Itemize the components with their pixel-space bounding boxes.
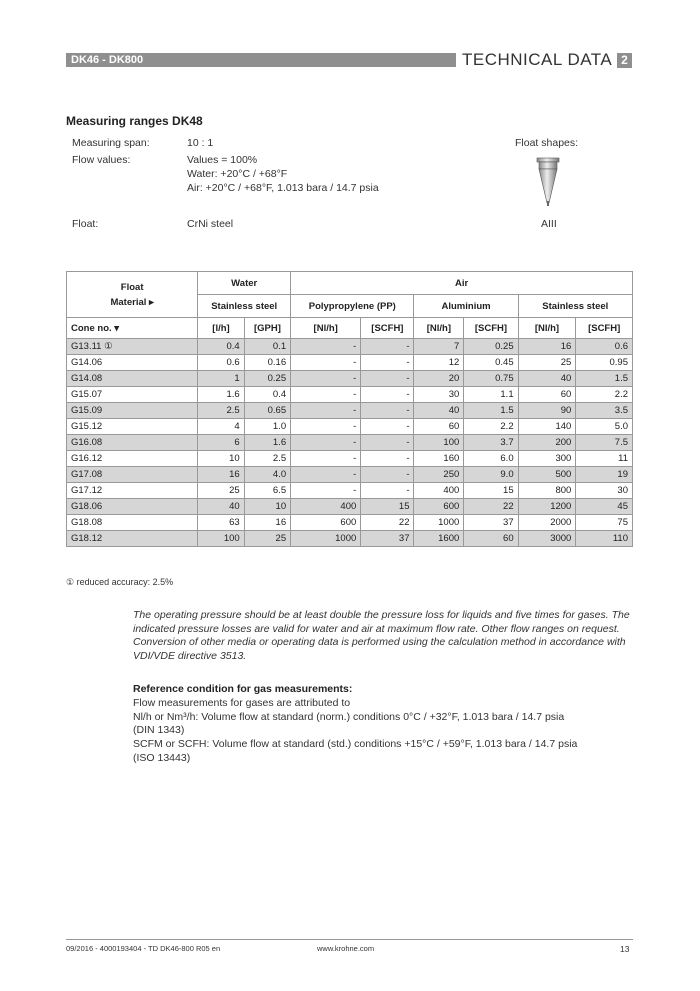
value-cell: - — [291, 451, 361, 467]
value-cell: 7 — [414, 339, 464, 355]
float-shape-name: AIII — [541, 218, 557, 230]
table-row — [67, 483, 633, 499]
value-cell: 37 — [361, 531, 414, 547]
cone-cell: G14.08 — [67, 371, 198, 387]
value-cell: 1.0 — [244, 419, 290, 435]
cone-cell: G15.12 — [67, 419, 198, 435]
air-header: Air — [291, 272, 633, 295]
float-shapes-label: Float shapes: — [515, 137, 579, 149]
flow-line-2: Water: +20°C / +68°F — [187, 168, 288, 180]
value-cell: - — [291, 483, 361, 499]
value-cell: 1.5 — [576, 371, 633, 387]
value-cell: 16 — [198, 467, 244, 483]
cone-no-header — [67, 318, 198, 339]
flow-label: Flow values: — [72, 154, 131, 166]
value-cell: 60 — [414, 419, 464, 435]
aluminium-header: Aluminium — [414, 295, 518, 318]
value-cell: 140 — [518, 419, 576, 435]
footer-website: www.krohne.com — [317, 944, 375, 953]
table-row — [67, 419, 633, 435]
corner-material-row — [71, 295, 193, 310]
value-cell: 6.0 — [464, 451, 518, 467]
footnote: ① reduced accuracy: 2.5% — [66, 577, 174, 587]
pp-header: Polypropylene (PP) — [291, 295, 414, 318]
table-row — [67, 371, 633, 387]
value-cell: - — [291, 355, 361, 371]
value-cell: 1000 — [414, 515, 464, 531]
value-cell: 60 — [464, 531, 518, 547]
value-cell: - — [361, 339, 414, 355]
value-cell: 110 — [576, 531, 633, 547]
span-value: 10 : 1 — [187, 137, 214, 149]
value-cell: 6 — [198, 435, 244, 451]
value-cell: 12 — [414, 355, 464, 371]
value-cell: 250 — [414, 467, 464, 483]
value-cell: 600 — [291, 515, 361, 531]
value-cell: 1.6 — [244, 435, 290, 451]
unit-header: [Nl/h] — [291, 318, 361, 339]
float-cone-icon — [533, 157, 563, 207]
value-cell: 2.2 — [464, 419, 518, 435]
unit-header: [SCFH] — [576, 318, 633, 339]
value-cell: 0.16 — [244, 355, 290, 371]
value-cell: 1.5 — [464, 403, 518, 419]
value-cell: 40 — [414, 403, 464, 419]
value-cell: 25 — [198, 483, 244, 499]
cone-cell: G15.09 — [67, 403, 198, 419]
table-row — [67, 339, 633, 355]
value-cell: - — [361, 371, 414, 387]
value-cell: 0.4 — [244, 387, 290, 403]
value-cell: - — [361, 355, 414, 371]
value-cell: 200 — [518, 435, 576, 451]
value-cell: 400 — [291, 499, 361, 515]
value-cell: 9.0 — [464, 467, 518, 483]
value-cell: 2.2 — [576, 387, 633, 403]
value-cell: - — [291, 419, 361, 435]
table-row — [67, 403, 633, 419]
value-cell: - — [361, 483, 414, 499]
value-cell: - — [291, 371, 361, 387]
flow-line-1: Values = 100% — [187, 154, 258, 166]
value-cell: - — [291, 339, 361, 355]
value-cell: - — [291, 403, 361, 419]
value-cell: 16 — [244, 515, 290, 531]
value-cell: - — [361, 419, 414, 435]
value-cell: 25 — [244, 531, 290, 547]
value-cell: 40 — [198, 499, 244, 515]
float-material-corner — [67, 272, 198, 318]
value-cell: 100 — [414, 435, 464, 451]
value-cell: 0.75 — [464, 371, 518, 387]
reference-title: Reference condition for gas measurements: — [133, 683, 353, 695]
unit-header: [Nl/h] — [518, 318, 576, 339]
value-cell: 16 — [518, 339, 576, 355]
table-row — [67, 499, 633, 515]
cone-cell: G18.08 — [67, 515, 198, 531]
value-cell: 3.5 — [576, 403, 633, 419]
reference-text — [133, 697, 633, 766]
value-cell: 11 — [576, 451, 633, 467]
section-title: Measuring ranges DK48 — [66, 114, 203, 128]
value-cell: 1.6 — [198, 387, 244, 403]
value-cell: 0.25 — [464, 339, 518, 355]
float-label: Float: — [72, 218, 99, 230]
table-row — [67, 355, 633, 371]
value-cell: - — [291, 467, 361, 483]
span-label: Measuring span: — [72, 137, 150, 149]
cone-cell: G16.08 — [67, 435, 198, 451]
value-cell: 4.0 — [244, 467, 290, 483]
measuring-range-table — [66, 271, 633, 547]
value-cell: 15 — [464, 483, 518, 499]
value-cell: - — [291, 387, 361, 403]
value-cell: - — [361, 467, 414, 483]
value-cell: 40 — [518, 371, 576, 387]
value-cell: 19 — [576, 467, 633, 483]
value-cell: 45 — [576, 499, 633, 515]
value-cell: 100 — [198, 531, 244, 547]
unit-header: [Nl/h] — [414, 318, 464, 339]
cone-cell: G18.06 — [67, 499, 198, 515]
value-cell: - — [361, 403, 414, 419]
value-cell: 0.6 — [198, 355, 244, 371]
value-cell: 6.5 — [244, 483, 290, 499]
corner-float-label: Float — [120, 281, 144, 293]
value-cell: 22 — [464, 499, 518, 515]
value-cell: 1.1 — [464, 387, 518, 403]
reference-line: (ISO 13443) — [133, 751, 191, 764]
value-cell: 1000 — [291, 531, 361, 547]
flow-line-3: Air: +20°C / +68°F, 1.013 bara / 14.7 psia — [187, 182, 379, 194]
unit-header: [l/h] — [198, 318, 244, 339]
flow-values — [187, 153, 379, 195]
value-cell: 63 — [198, 515, 244, 531]
triangle-right-icon: ▸ — [149, 296, 154, 308]
reference-line: (DIN 1343) — [133, 724, 185, 737]
value-cell: 2.5 — [244, 451, 290, 467]
value-cell: 0.4 — [198, 339, 244, 355]
table-row — [67, 531, 633, 547]
value-cell: 10 — [244, 499, 290, 515]
header-chapter-title: TECHNICAL DATA — [462, 50, 613, 69]
value-cell: 4 — [198, 419, 244, 435]
value-cell: 1600 — [414, 531, 464, 547]
value-cell: 22 — [361, 515, 414, 531]
cone-cell: G17.12 — [67, 483, 198, 499]
value-cell: 5.0 — [576, 419, 633, 435]
table-row — [67, 435, 633, 451]
water-steel-header: Stainless steel — [198, 295, 291, 318]
value-cell: 300 — [518, 451, 576, 467]
value-cell: 60 — [518, 387, 576, 403]
value-cell: 1200 — [518, 499, 576, 515]
value-cell: 75 — [576, 515, 633, 531]
chapter-number: 2 — [617, 53, 632, 68]
water-header: Water — [198, 272, 291, 295]
value-cell: - — [361, 451, 414, 467]
reference-line: SCFM or SCFH: Volume flow at standard (std.) conditions +15°C / +59°F, 1.013 bara / 14.7 psia — [133, 738, 578, 751]
value-cell: 0.65 — [244, 403, 290, 419]
value-cell: 0.1 — [244, 339, 290, 355]
table-row — [67, 515, 633, 531]
cone-no-label: Cone no. — [71, 322, 112, 334]
value-cell: 1 — [198, 371, 244, 387]
value-cell: 25 — [518, 355, 576, 371]
value-cell: 2000 — [518, 515, 576, 531]
value-cell: 30 — [414, 387, 464, 403]
float-value: CrNi steel — [187, 218, 234, 230]
unit-header: [GPH] — [244, 318, 290, 339]
reference-line: Nl/h or Nm³/h: Volume flow at standard (norm.) conditions 0°C / +32°F, 1.013 bara / 14.7 psia — [133, 710, 565, 723]
unit-header: [SCFH] — [361, 318, 414, 339]
value-cell: 0.25 — [244, 371, 290, 387]
value-cell: 600 — [414, 499, 464, 515]
reference-line: Flow measurements for gases are attributed to — [133, 697, 351, 709]
value-cell: - — [361, 435, 414, 451]
value-cell: 20 — [414, 371, 464, 387]
value-cell: 3.7 — [464, 435, 518, 451]
value-cell: 15 — [361, 499, 414, 515]
pressure-note: The operating pressure should be at least double the pressure loss for liquids and five times for gases. The indicated pressure losses are valid for water and air at maximum flow rate. Other flow ranges on request. Conversion of other media or operating data is performed using the calculation method in accordance with VDI/VDE directive 3513. — [133, 609, 630, 662]
cone-cell: G15.07 — [67, 387, 198, 403]
value-cell: 10 — [198, 451, 244, 467]
table-row — [67, 387, 633, 403]
page-number: 13 — [620, 944, 630, 954]
value-cell: - — [361, 387, 414, 403]
value-cell: 3000 — [518, 531, 576, 547]
value-cell: 400 — [414, 483, 464, 499]
value-cell: 90 — [518, 403, 576, 419]
footer-document-id: 09/2016 - 4000193404 - TD DK46-800 R05 en — [66, 944, 221, 953]
triangle-down-icon: ▾ — [114, 322, 120, 334]
value-cell: 30 — [576, 483, 633, 499]
value-cell: 500 — [518, 467, 576, 483]
table-row — [67, 467, 633, 483]
table-body — [67, 339, 633, 547]
value-cell: 2.5 — [198, 403, 244, 419]
air-steel-header: Stainless steel — [518, 295, 632, 318]
value-cell: - — [291, 435, 361, 451]
value-cell: 160 — [414, 451, 464, 467]
value-cell: 0.95 — [576, 355, 633, 371]
value-cell: 800 — [518, 483, 576, 499]
cone-cell: G13.11 ① — [67, 339, 198, 355]
corner-material-label: Material — [110, 296, 147, 308]
table-row — [67, 451, 633, 467]
value-cell: 0.45 — [464, 355, 518, 371]
value-cell: 7.5 — [576, 435, 633, 451]
unit-header: [SCFH] — [464, 318, 518, 339]
header-product: DK46 - DK800 — [71, 54, 144, 66]
cone-cell: G17.08 — [67, 467, 198, 483]
footer-rule — [66, 939, 633, 940]
value-cell: 0.6 — [576, 339, 633, 355]
cone-cell: G18.12 — [67, 531, 198, 547]
value-cell: 37 — [464, 515, 518, 531]
cone-cell: G16.12 — [67, 451, 198, 467]
cone-cell: G14.06 — [67, 355, 198, 371]
